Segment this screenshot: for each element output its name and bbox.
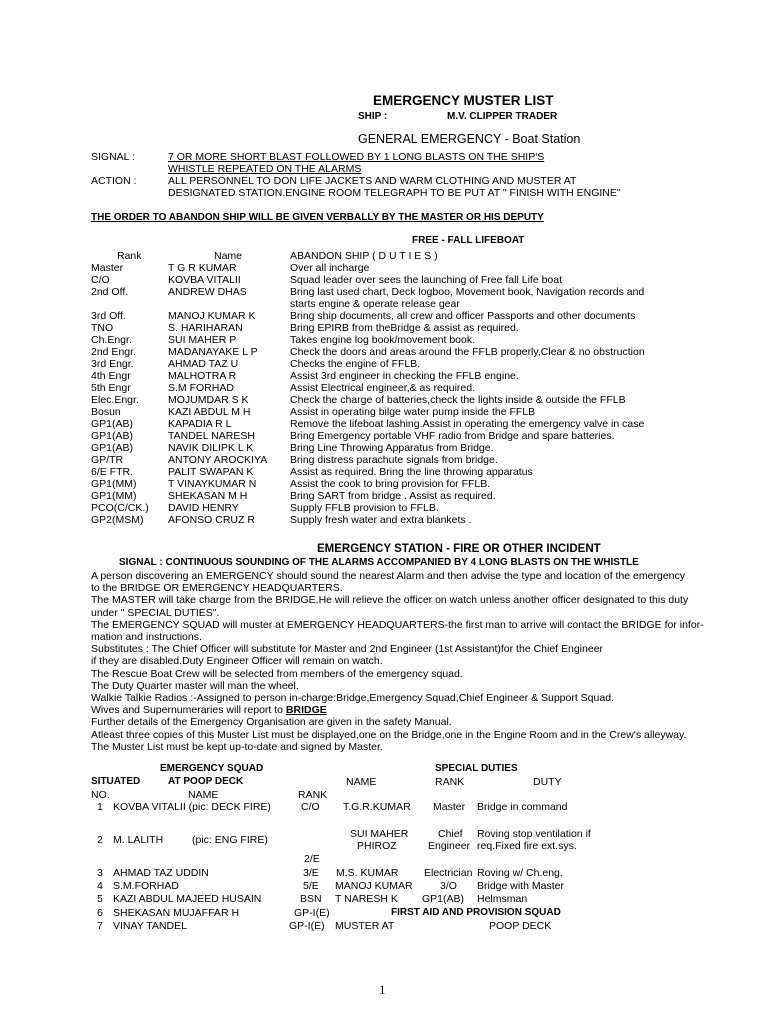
squad-row-no: 3 — [97, 867, 103, 879]
squad-row-rank: 2/E — [304, 853, 320, 865]
duty-row-rank: TNO — [91, 322, 114, 334]
action-line-1: ALL PERSONNEL TO DON LIFE JACKETS AND WARM CLOTHING AND MUSTER AT — [168, 175, 577, 187]
duty-row-rank: Elec.Engr. — [91, 394, 139, 406]
special-row-duty: Roving stop ventilation if — [477, 828, 591, 840]
special-duties-heading: SPECIAL DUTIES — [435, 763, 518, 774]
situated-label: SITUATED — [91, 776, 141, 787]
instruction-line: Further details of the Emergency Organisation are given in the safety Manual. — [91, 716, 452, 729]
special-row-rank: Electrician — [424, 867, 473, 879]
duty-row-rank: GP1(MM) — [91, 478, 137, 490]
special-row-rank: Master — [433, 801, 466, 813]
duty-row-duty: Bring SART from bridge . Assist as required. — [290, 490, 496, 502]
wives-instruction — [91, 704, 327, 716]
instruction-line: The MASTER will take charge from the BRIDGE.He will relieve the officer on watch unless another officer designated to this duty — [91, 594, 689, 607]
duty-row-duty: Assist 3rd engineer in checking the FFLB engine. — [290, 370, 519, 382]
page-title: EMERGENCY MUSTER LIST — [373, 93, 554, 108]
special-row-duty: Helmsman — [477, 893, 528, 905]
special-row-name: T NARESH K — [335, 893, 398, 905]
duty-row-name: MALHOTRA R — [168, 370, 237, 382]
special-row-duty: Roving w/ Ch.eng. — [477, 867, 563, 879]
duty-row-rank: GP/TR — [91, 454, 124, 466]
wives-location: BRIDGE — [285, 704, 327, 717]
duty-row-name: T G R KUMAR — [168, 262, 237, 274]
duty-row-duty: Assist the cook to bring provision for FFLB. — [290, 478, 491, 490]
first-aid-heading: FIRST AID AND PROVISION SQUAD — [391, 907, 561, 918]
squad-row-name: SHEKASAN MUJAFFAR H — [113, 907, 240, 919]
duty-row-rank: C/O — [91, 274, 110, 286]
instruction-line: The EMERGENCY SQUAD will muster at EMERGENCY HEADQUARTERS-the first man to arrive will contact the BRIDGE for infor- — [91, 618, 704, 631]
duty-row-name: KAZI ABDUL M H — [168, 406, 251, 418]
emergency-signal: SIGNAL : CONTINUOUS SOUNDING OF THE ALARMS ACCOMPANIED BY 4 LONG BLASTS ON THE WHISTLE — [119, 557, 639, 568]
squad-row-name: VINAY TANDEL — [113, 920, 187, 932]
squad-no-header: NO. — [91, 789, 110, 801]
duty-row-duty: Remove the lifeboat lashing.Assist in operating the emergency valve in case — [290, 418, 645, 430]
squad-name-header: NAME — [188, 789, 219, 801]
special-row-duty: Bridge in command — [477, 801, 568, 813]
duty-row-duty: Squad leader over sees the launching of Free fall Life boat — [290, 274, 563, 286]
special-row-name-2: PHIROZ — [357, 840, 397, 852]
special-row-name: MANOJ KUMAR — [335, 880, 413, 892]
duty-row-name: ANDREW DHAS — [168, 286, 247, 298]
squad-row-rank: 5/E — [303, 880, 319, 892]
special-row-name: M.S. KUMAR — [336, 867, 399, 879]
duty-row-duty: Check the charge of batteries,check the lights inside & outside the FFLB — [290, 394, 626, 406]
duty-row-rank: GP2(MSM) — [91, 514, 144, 526]
poop-deck-label: AT POOP DECK — [168, 776, 244, 787]
duty-row-duty: Bring Line Throwing Apparatus from Bridge. — [290, 442, 494, 454]
squad-row-no: 5 — [97, 893, 103, 905]
general-emergency-heading: GENERAL EMERGENCY - Boat Station — [358, 132, 581, 146]
squad-row-no: 2 — [97, 834, 103, 846]
squad-row-rank: C/O — [301, 801, 320, 813]
squad-row-rank: 3/E — [303, 867, 319, 879]
instruction-line: The Muster List must be kept up-to-date and signed by Master. — [91, 740, 383, 753]
duty-row-name: MANOJ KUMAR K — [168, 310, 256, 322]
squad-row-no: 4 — [97, 880, 103, 892]
ship-name: M.V. CLIPPER TRADER — [447, 111, 558, 122]
duty-row-rank: 3rd Off. — [91, 310, 126, 322]
duty-row-name: S.M FORHAD — [168, 382, 234, 394]
duty-row-duty-continued: starts engine & operate release gear — [290, 298, 460, 310]
special-row-name: SUI MAHER — [350, 828, 409, 840]
duty-row-duty: Check the doors and areas around the FFLB properly,Clear & no obstruction — [290, 346, 645, 358]
column-header-name: Name — [214, 250, 243, 262]
duty-row-rank: Ch.Engr. — [91, 334, 132, 346]
wives-text: Wives and Supernumeraries will report to — [91, 704, 286, 717]
action-label: ACTION : — [91, 175, 137, 187]
special-duty-header: DUTY — [533, 776, 562, 788]
duty-row-name: SUI MAHER P — [168, 334, 237, 346]
duty-row-duty: Bring distress parachute signals from bridge. — [290, 454, 498, 466]
duty-row-duty: Supply FFLB provision to FFLB. — [290, 502, 439, 514]
squad-row-name: M. LALITH — [113, 834, 164, 846]
duty-row-rank: 2nd Engr. — [91, 346, 136, 358]
duty-row-rank: GP1(AB) — [91, 418, 134, 430]
duty-row-name: KAPADIA R L — [168, 418, 232, 430]
duty-row-rank: 3rd Engr. — [91, 358, 134, 370]
duty-row-rank: GP1(AB) — [91, 430, 134, 442]
duty-row-name: MOJUMDAR S K — [168, 394, 249, 406]
instruction-line: The Rescue Boat Crew will be selected from members of the emergency squad. — [91, 667, 463, 680]
special-row-name: T.G.R.KUMAR — [343, 801, 411, 813]
duty-row-duty: Bring EPIRB from theBridge & assist as required. — [290, 322, 519, 334]
duty-row-rank: Bosun — [91, 406, 121, 418]
squad-row-name: AHMAD TAZ UDDIN — [113, 867, 209, 879]
squad-row-pic: (pic: ENG FIRE) — [192, 834, 268, 846]
duty-row-duty: Bring ship documents, all crew and officer Passports and other documents — [290, 310, 636, 322]
duty-row-name: S. HARIHARAN — [168, 322, 243, 334]
duty-row-rank: GP1(AB) — [91, 442, 134, 454]
abandon-order: THE ORDER TO ABANDON SHIP WILL BE GIVEN VERBALLY BY THE MASTER OR HIS DEPUTY — [91, 212, 544, 223]
action-line-2: DESIGNATED STATION.ENGINE ROOM TELEGRAPH TO BE PUT AT " FINISH WITH ENGINE" — [168, 187, 621, 199]
squad-rank-header: RANK — [298, 789, 328, 801]
duty-row-name: T VINAYKUMAR N — [168, 478, 257, 490]
lifeboat-heading: FREE - FALL LIFEBOAT — [412, 235, 525, 246]
duty-row-rank: 4th Engr — [91, 370, 131, 382]
duty-row-name: NAVIK DILIPK L K — [168, 442, 254, 454]
special-row-duty-2: req.Fixed fire ext.sys. — [477, 840, 577, 852]
duty-row-rank: Master — [91, 262, 124, 274]
muster-at-label: MUSTER AT — [335, 920, 395, 932]
duty-row-duty: Supply fresh water and extra blankets . — [290, 514, 472, 526]
page-number: 1 — [379, 982, 386, 997]
instruction-line: if they are disabled.Duty Engineer Officer will remain on watch. — [91, 655, 383, 668]
muster-location: POOP DECK — [489, 920, 552, 932]
squad-row-no: 1 — [97, 801, 103, 813]
duty-row-name: KOVBA VITALII — [168, 274, 241, 286]
instruction-line: mation and instructions. — [91, 631, 202, 643]
duty-row-name: ANTONY AROCKIYA — [168, 454, 268, 466]
instruction-line: Walkie Talkie Radios :-Assigned to person in-charge:Bridge,Emergency Squad,Chief Engineer & Support Squad. — [91, 692, 614, 704]
duty-row-name: MADANAYAKE L P — [168, 346, 258, 358]
squad-row-name: S.M.FORHAD — [113, 880, 179, 892]
instruction-line: Atleast three copies of this Muster List must be displayed,one on the Bridge,one in the Engine Room and in the Crew's alleyway. — [91, 728, 687, 741]
duty-row-name: SHEKASAN M H — [168, 490, 248, 502]
duty-row-duty: Assist as required. Bring the line throwing apparatus — [290, 466, 533, 478]
duty-row-duty: Over all incharge — [290, 262, 370, 274]
special-row-rank-2: Engineer — [428, 840, 471, 852]
duty-row-rank: PCO(C/CK.) — [91, 502, 149, 514]
column-header-duties: ABANDON SHIP ( D U T I E S ) — [290, 250, 438, 262]
instruction-line: A person discovering an EMERGENCY should sound the nearest Alarm and then advise the type and location of the emergency — [91, 570, 685, 582]
special-row-duty: Bridge with Master — [477, 880, 564, 892]
emergency-station-heading: EMERGENCY STATION - FIRE OR OTHER INCIDENT — [317, 543, 601, 555]
duty-row-duty: Bring last used chart, Deck logboo, Movement book, Navigation records and — [290, 286, 645, 298]
duty-row-name: PALIT SWAPAN K — [168, 466, 254, 478]
squad-row-name: KAZI ABDUL MAJEED HUSAIN — [113, 893, 262, 905]
squad-row-rank: BSN — [300, 893, 322, 905]
special-rank-header: RANK — [435, 776, 465, 788]
duty-row-rank: 2nd Off. — [91, 286, 129, 298]
emergency-squad-heading: EMERGENCY SQUAD — [160, 763, 264, 774]
duty-row-duty: Assist Electrical engineer,& as required. — [290, 382, 476, 394]
signal-line-1: 7 OR MORE SHORT BLAST FOLLOWED BY 1 LONG BLASTS ON THE SHIP'S — [168, 151, 545, 163]
duty-row-name: DAVID HENRY — [168, 502, 239, 514]
special-name-header: NAME — [346, 776, 377, 788]
special-row-rank: GP1(AB) — [422, 893, 465, 905]
squad-row-rank: GP-I(E) — [294, 907, 330, 919]
duty-row-rank: 6/E FTR. — [91, 466, 134, 478]
instruction-line: under " SPECIAL DUTIES". — [91, 606, 220, 619]
squad-row-no: 6 — [97, 907, 103, 919]
duty-row-duty: Takes engine log book/movement book. — [290, 334, 476, 346]
duty-row-duty: Bring Emergency portable VHF radio from Bridge and spare batteries. — [290, 430, 615, 442]
instruction-line: Substitutes : The Chief Officer will substitute for Master and 2nd Engineer (1st Assistant)for the Chief Engineer — [91, 643, 604, 656]
duty-row-rank: GP1(MM) — [91, 490, 137, 502]
special-row-rank: Chief — [438, 828, 463, 840]
instruction-line: The Duty Quarter master will man the wheel. — [91, 679, 299, 692]
squad-row-rank: GP-I(E) — [289, 920, 325, 932]
instruction-line: to the BRIDGE OR EMERGENCY HEADQUARTERS. — [91, 582, 343, 595]
signal-line-2: WHISTLE REPEATED ON THE ALARMS — [168, 163, 362, 175]
special-row-rank: 3/O — [440, 880, 457, 892]
signal-label: SIGNAL : — [91, 151, 135, 163]
squad-row-no: 7 — [97, 920, 103, 932]
duty-row-name: AFONSO CRUZ R — [168, 514, 255, 526]
duty-row-duty: Checks the engine of FFLB. — [290, 358, 421, 370]
duty-row-duty: Assist in operating bilge water pump inside the FFLB — [290, 406, 536, 418]
ship-label: SHIP : — [358, 111, 388, 122]
duty-row-name: TANDEL NARESH — [168, 430, 255, 442]
squad-row-name: KOVBA VITALII (pic: DECK FIRE) — [113, 801, 271, 813]
duty-row-rank: 5th Engr — [91, 382, 131, 394]
column-header-rank: Rank — [117, 250, 142, 262]
duty-row-name: AHMAD TAZ U — [168, 358, 239, 370]
